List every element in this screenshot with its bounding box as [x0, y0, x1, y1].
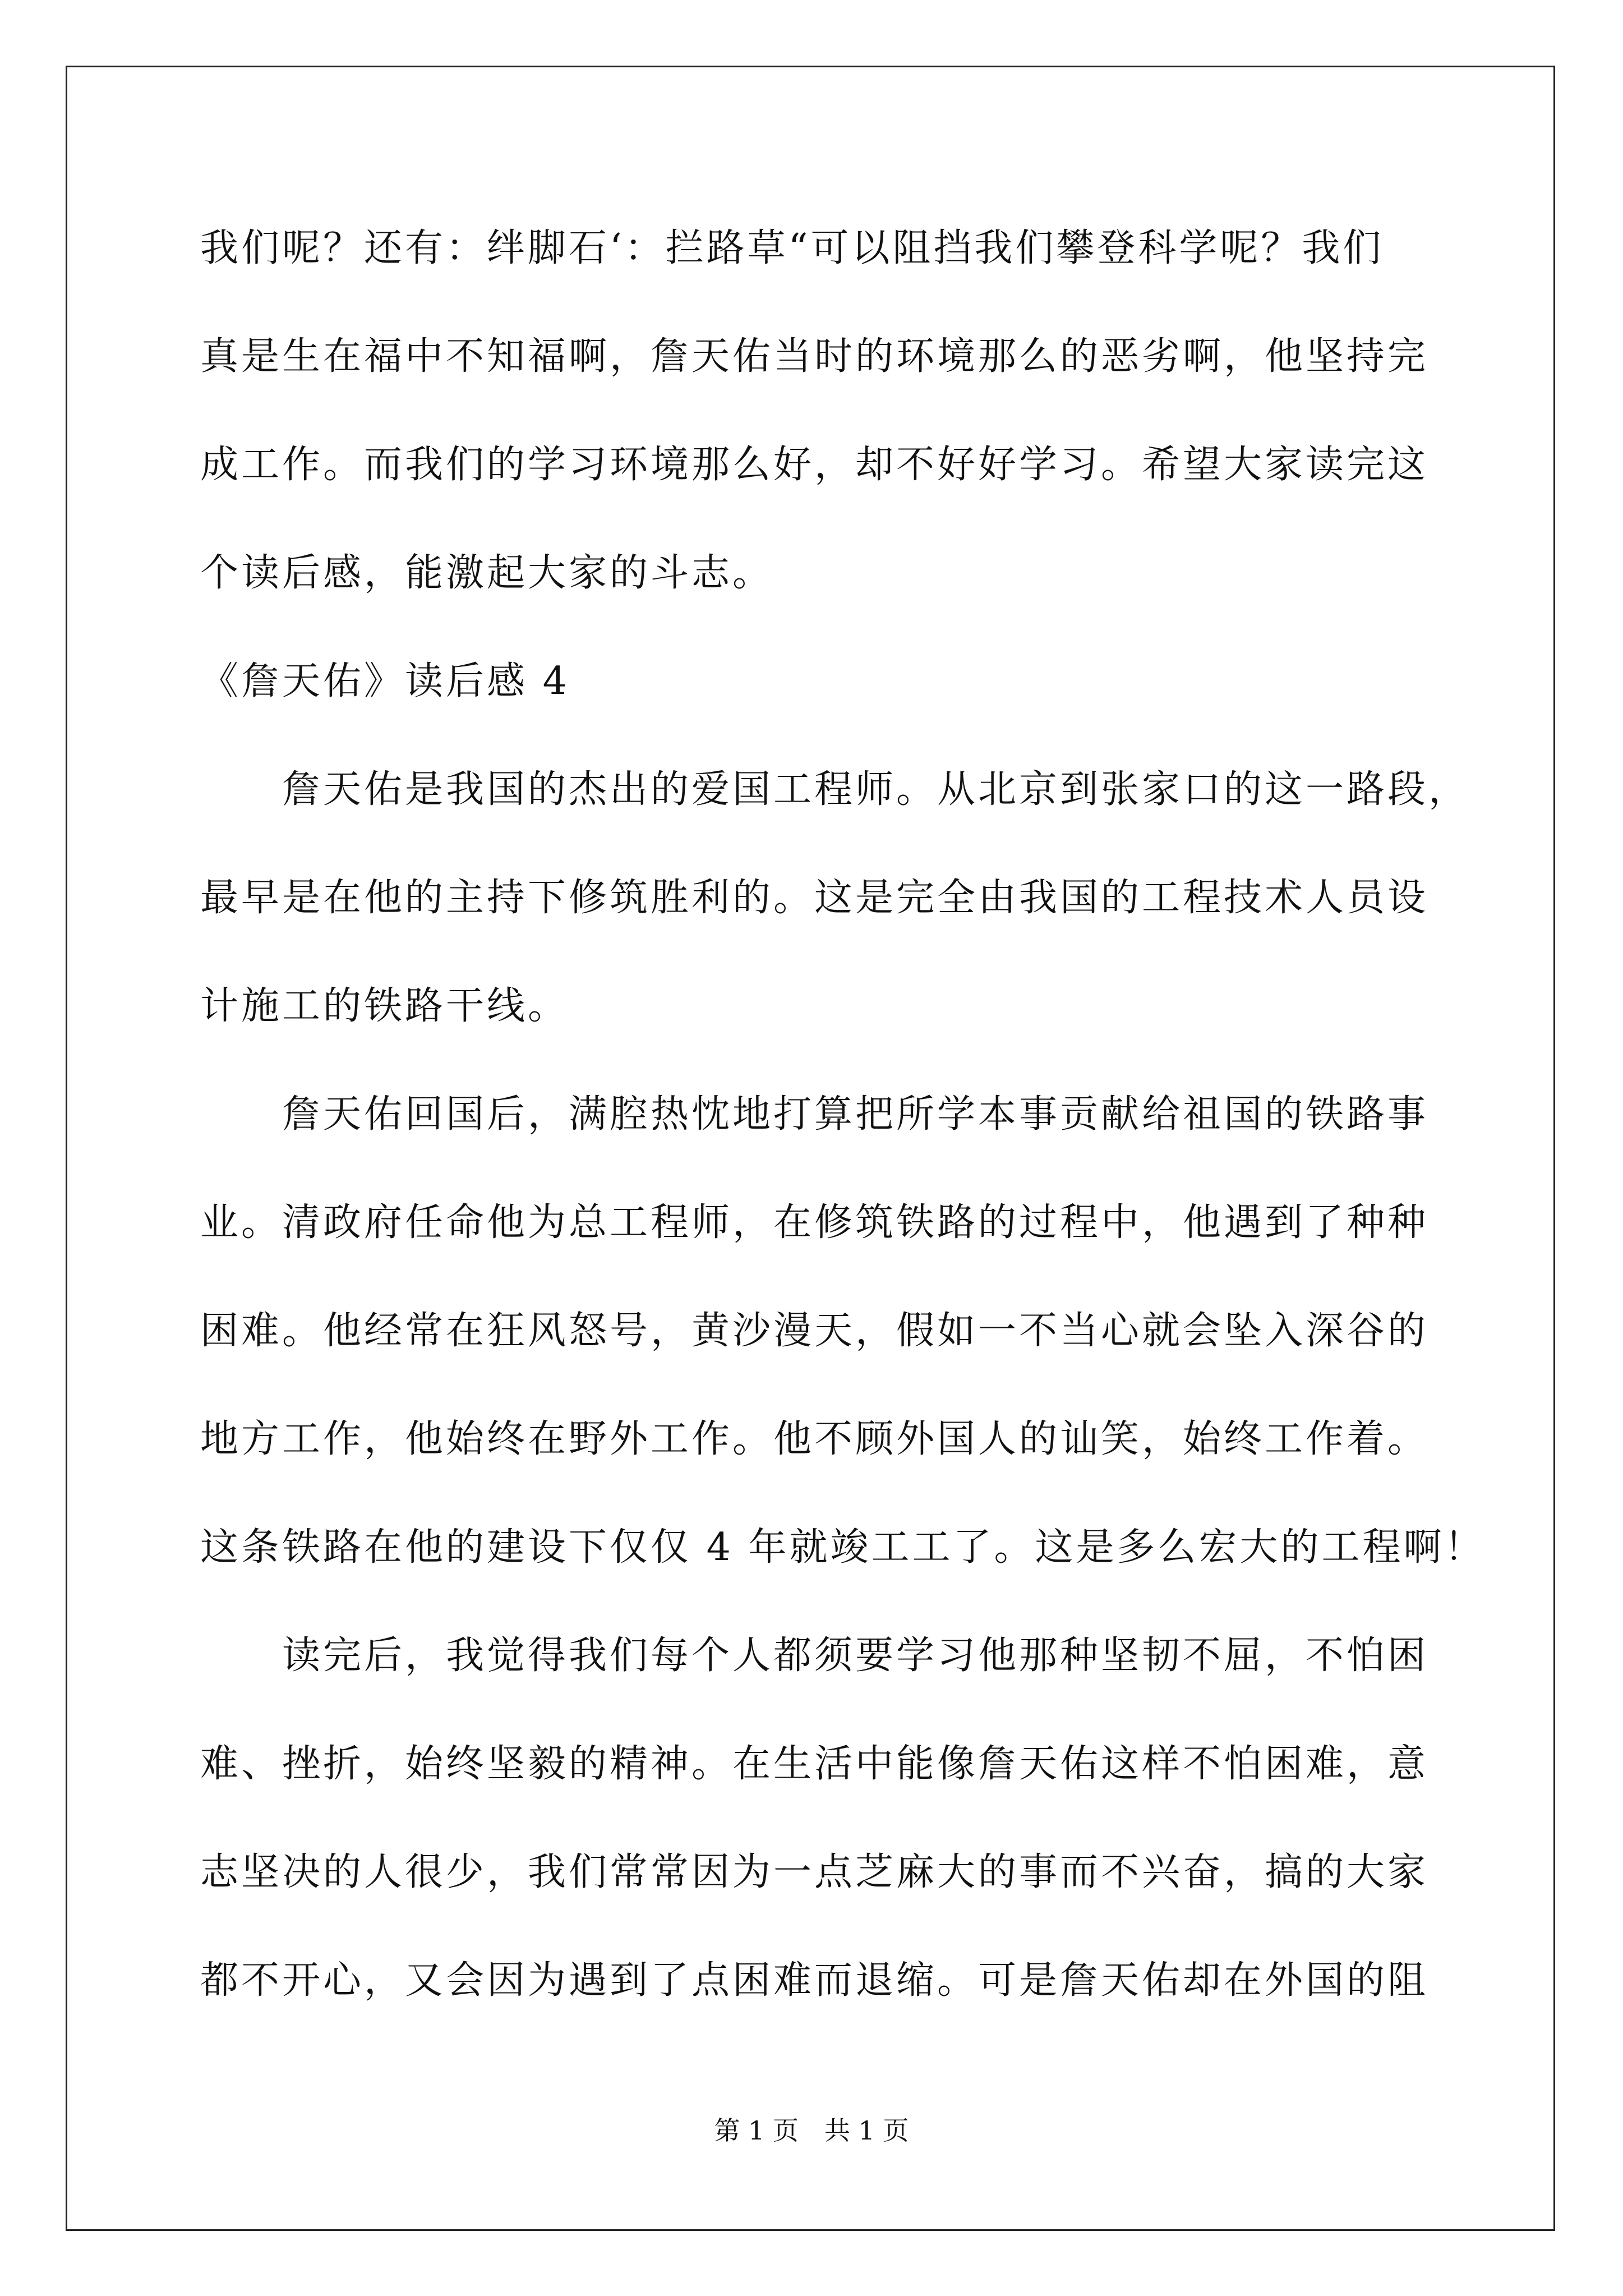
text-line-17: 都不开心，又会因为遇到了点困难而退缩。可是詹天佑却在外国的阻: [200, 1958, 1429, 2003]
text-line-1: 我们呢？还有：绊脚石‘：拦路草“可以阻挡我们攀登科学呢？我们: [200, 226, 1384, 270]
text-line-15: 难、挫折，始终坚毅的精神。在生活中能像詹天佑这样不怕困难，意: [200, 1742, 1429, 1786]
text-line-8: 计施工的铁路干线。: [200, 984, 569, 1028]
section-heading: 《詹天佑》读后感 4: [200, 659, 570, 703]
page-number-footer: 第 1 页 共 1 页: [714, 2115, 909, 2146]
text-line-6: 詹天佑是我国的杰出的爱国工程师。从北京到张家口的这一路段，: [200, 767, 1470, 812]
text-line-13: 这条铁路在他的建设下仅仅 4 年就竣工工了。这是多么宏大的工程啊！: [200, 1525, 1486, 1570]
page-border: [66, 66, 1555, 2231]
text-line-12: 地方工作，他始终在野外工作。他不顾外国人的讪笑，始终工作着。: [200, 1417, 1429, 1461]
text-line-7: 最早是在他的主持下修筑胜利的。这是完全由我国的工程技术人员设: [200, 876, 1429, 920]
text-line-4: 个读后感，能激起大家的斗志。: [200, 551, 774, 595]
text-line-10: 业。清政府任命他为总工程师，在修筑铁路的过程中，他遇到了种种: [200, 1200, 1429, 1245]
text-line-3: 成工作。而我们的学习环境那么好，却不好好学习。希望大家读完这: [200, 443, 1429, 487]
text-line-9: 詹天佑回国后，满腔热忱地打算把所学本事贡献给祖国的铁路事: [200, 1092, 1429, 1137]
text-line-2: 真是生在福中不知福啊，詹天佑当时的环境那么的恶劣啊，他坚持完: [200, 334, 1429, 379]
text-line-11: 困难。他经常在狂风怒号，黄沙漫天，假如一不当心就会坠入深谷的: [200, 1309, 1429, 1353]
text-line-16: 志坚决的人很少，我们常常因为一点芝麻大的事而不兴奋，搞的大家: [200, 1850, 1429, 1894]
text-line-14: 读完后，我觉得我们每个人都须要学习他那种坚韧不屈，不怕困: [200, 1634, 1429, 1678]
